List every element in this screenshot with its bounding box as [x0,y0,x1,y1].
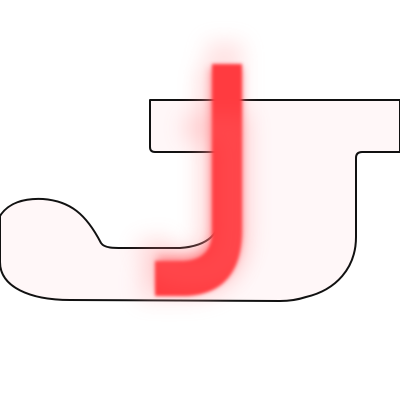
j-text-glow [130,60,269,339]
j-letter-glow: J [130,60,270,339]
